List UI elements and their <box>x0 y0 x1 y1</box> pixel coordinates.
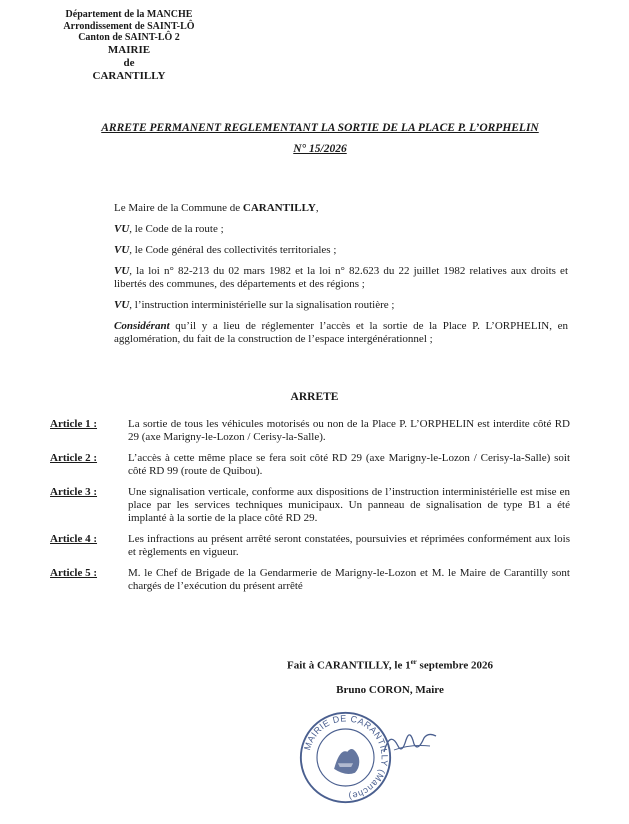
decree-title <box>40 120 600 157</box>
mayor-name: Bruno CORON, Maire <box>336 683 444 696</box>
canton-line: Canton de SAINT-LÔ 2 <box>78 32 180 44</box>
article-text: La sortie de tous les véhicules motorisés ou non de la Place P. L’ORPHELIN est interdite côté RD 29 (axe Marigny-le-Lozon / Cerisy-la-Salle). <box>128 418 570 444</box>
signature-scribble-icon <box>380 722 440 762</box>
svg-text:MAIRIE DE CARANTILLY (Manche): MAIRIE DE CARANTILLY (Manche) <box>302 713 390 802</box>
department-line: Département de la MANCHE <box>65 9 193 20</box>
preamble-vu-3: VU, la loi n° 82-213 du 02 mars 1982 et la loi n° 82.623 du 22 juillet 1982 relatives aux droits et libertés des communes, des départements et des régions ; <box>114 264 568 291</box>
article-label: Article 2 : <box>50 451 98 464</box>
signature-block <box>240 658 540 696</box>
article-4 <box>50 533 570 560</box>
article-label: Article 4 : <box>50 532 98 545</box>
article-1 <box>50 418 570 445</box>
mairie-stamp-icon <box>298 710 393 805</box>
article-3 <box>50 486 570 526</box>
decree-number: N° 15/2026 <box>293 143 347 155</box>
article-label: Article 3 : <box>50 485 98 498</box>
article-text: L’accès à cette même place se fera soit côté RD 29 (axe Marigny-le-Lozon / Cerisy-la-Salle) soit côté RD 99 (route de Quibou). <box>128 451 570 478</box>
preamble-considerant: Considérant qu’il y a lieu de réglementer l’accès et la sortie de la Place P. L’ORPHELIN, en agglomération, du fait de la construction de l’espace intergénérationnel ; <box>114 319 568 346</box>
preamble-vu-2: VU, le Code général des collectivités territoriales ; <box>114 243 337 256</box>
article-text: M. le Chef de Brigade de la Gendarmerie de Marigny-le-Lozon et M. le Maire de Carantilly sont chargés de l’exécution du présent arrêté <box>128 566 570 593</box>
article-2 <box>50 452 570 479</box>
preamble <box>114 202 568 354</box>
letterhead <box>54 9 204 83</box>
preamble-intro: Le Maire de la Commune de CARANTILLY, <box>114 202 319 214</box>
preamble-vu-1: VU, le Code de la route ; <box>114 222 224 235</box>
de-line: de <box>123 56 135 69</box>
article-5 <box>50 567 570 594</box>
article-label: Article 5 : <box>50 566 98 579</box>
articles-list <box>50 418 570 600</box>
arrete-heading: ARRETE <box>290 391 339 403</box>
mairie-line: MAIRIE <box>107 43 151 56</box>
place-date: Fait à CARANTILLY, le 1er septembre 2026 <box>287 658 493 672</box>
article-text: Les infractions au présent arrêté seront constatées, poursuivies et réprimées conformément aux lois et règlements en vigueur. <box>128 532 570 559</box>
preamble-vu-4: VU, l’instruction interministérielle sur la signalisation routière ; <box>114 299 395 312</box>
article-label: Article 1 : <box>50 418 98 430</box>
arrondissement-line: Arrondissement de SAINT-LÔ <box>63 20 195 32</box>
town-line: CARANTILLY <box>92 69 166 82</box>
title-line: ARRETE PERMANENT REGLEMENTANT LA SORTIE DE LA PLACE P. L’ORPHELIN <box>101 122 539 134</box>
article-text: Une signalisation verticale, conforme aux dispositions de l’instruction interministérielle est mise en place par les services techniques municipaux. Un panneau de signalisation de type B1 a été implanté à la sortie de la place côté RD 29. <box>128 485 570 525</box>
